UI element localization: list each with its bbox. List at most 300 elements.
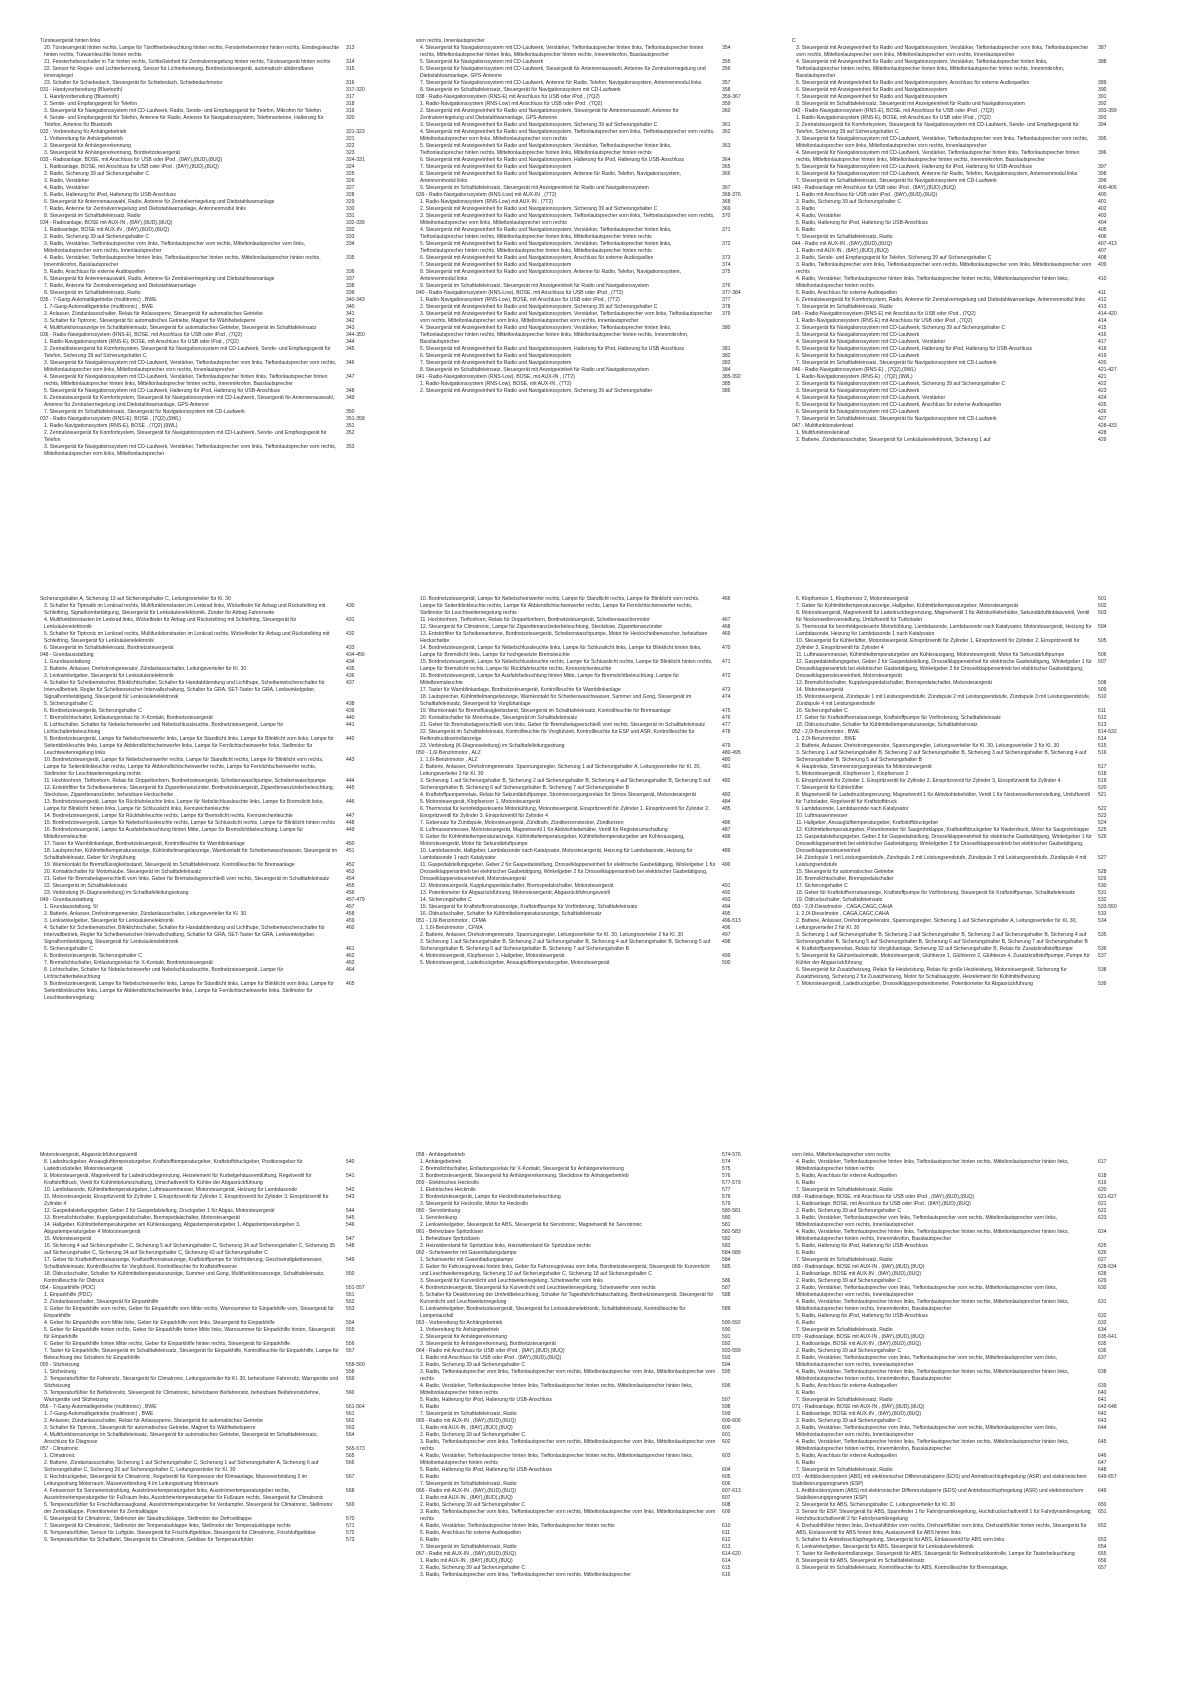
entry-page-number: 520: [1098, 785, 1107, 791]
entry-title: 4. Kraftstoffpumpenrelais, Relais für Sekundärluftpumpe, Stromversorgungsrelais für Simos-Steuergerät, Motorsteuergerät: [420, 792, 696, 798]
index-entry: [792, 778, 1162, 785]
index-entry: [416, 806, 786, 820]
entry-title: 6. Thermostat für kennfeldgesteuerte Motorkühlung, Motorsteuergerät, Einspritzventil für Zylinder 1, Einspritzventil für Zylinder 2, Einspritzventil für Zylinder 3, Einspritzventil für Zylinder 4: [420, 806, 710, 819]
entry-page-number: 540: [346, 1159, 355, 1165]
entry-page-number: 461: [346, 946, 355, 952]
entry-page-number: 419: [1098, 353, 1107, 359]
index-entry: [792, 953, 1162, 967]
entry-title: 1. Radioanlage, BOSE mit AUX-IN , (8AY),(8UD),(8UQ): [796, 1411, 922, 1417]
entry-page-number: 364: [722, 157, 731, 163]
index-entry: [792, 827, 1162, 834]
entry-page-number: 616: [722, 1572, 731, 1578]
entry-page-number: 480-495: [722, 750, 741, 756]
entry-page-number: 587: [722, 1285, 731, 1291]
entry-page-number: 442: [346, 736, 355, 742]
index-entry: [792, 262, 1162, 276]
entry-page-number: 393-399: [1098, 108, 1117, 114]
entry-title: 8. Lichtschalter, Schalter für Nebelscheinwerfer und Nebelschlussleuchte, Bordnetzsteuergerät, Lampe für Lichtschalterbeleuchtung: [44, 967, 284, 980]
index-entry: [40, 276, 410, 283]
entry-title: Sicherungshalter A, Sicherung 13 auf Sicherungshalter C, Leitungsverteiler für Kl. 30: [40, 596, 231, 602]
index-entry: [40, 241, 410, 255]
index-entry: [792, 946, 1162, 953]
index-entry: [416, 596, 786, 617]
entry-page-number: 607: [722, 1495, 731, 1501]
entry-title: 1. Grundausstattung: [44, 659, 91, 665]
entry-page-number: 489: [722, 848, 731, 854]
entry-title: 1. Vorbereitung für Anhängebetrieb: [420, 1327, 500, 1333]
entry-title: 4. Radio, Verstärker, Tieftonlautsprecher hinten links, Tieftonlautsprecher hinten rechts, Mitteltonlautsprecher hinten links, Mitteltonlautsprecher hinten rechts: [796, 276, 1069, 289]
index-entry: [416, 262, 786, 269]
entry-title: 2. Anlasser, Zündanlassschalter, Relais für Anlasssperre, Steuergerät für automatisches Getriebe: [44, 311, 263, 317]
entry-title: 4. Steuergerät mit Anzeigeeinheit für Radio und Navigationssystem, Verstärker, Tieftonlautsprecher hinten links, Tieftonlautsprecher hinten rechts, Mitteltonlautsprecher hinten links, Mitteltonlautsprecher hinten rechts, Innenmikrofon, Basslautsprecher: [420, 325, 689, 345]
entry-page-number: 460: [346, 925, 355, 931]
entry-title: 3. Radio, Verstärker, Tieftonlautsprecher vorn links, Tieftonlautsprecher vorn rechts, Mitteltonlautsprecher vorn links, Mitteltonlautsprecher vorn rechts, Innenlautsprecher: [796, 1285, 1058, 1298]
index-entry: [792, 1215, 1162, 1229]
entry-title: 1. Radio-Navigationssystem (RNS-Low) mit Anschluss für USB oder iPod , (7Q2): [420, 101, 603, 107]
entry-title: 6. Steuergerät für Navigationssystem mit CD-Laufwerk: [796, 353, 920, 359]
index-entry: [416, 45, 786, 59]
entry-page-number: 588: [722, 1292, 731, 1298]
entry-page-number: 475: [722, 708, 731, 714]
index-entry: [792, 192, 1162, 199]
entry-title: 067 - Radio mit AUX-IN , (8AY),(8UD),(8UQ): [416, 1551, 517, 1557]
entry-page-number: 321-323: [346, 129, 365, 135]
entry-page-number: 652: [1098, 1523, 1107, 1529]
index-entry: [40, 136, 410, 143]
entry-title: 7. Steuergerät im Schalttafeleinsatz, Radio: [796, 1257, 893, 1263]
index-entry: [416, 206, 786, 213]
index-entry: [416, 1201, 786, 1208]
index-entry: [416, 108, 786, 122]
entry-page-number: 629: [1098, 1278, 1107, 1284]
index-entry: [40, 157, 410, 164]
entry-title: 4. Fotosensor für Sonneneinstrahlung, Ausströmertemperaturgeber links, Ausströmertemperaturgeber rechts, Ausströmertemperaturgeber für Fußraum links, Ausströmertemperaturgeber für Fußraum rechts, Steuergerät für Climatronic: [44, 1488, 324, 1501]
entry-title: 4. Sende- und Empfangsgerät für Telefon, Antenne für Radio, Antenne für Navigationssystem, Telefonantenne, Halterung für Telefon, Antenne für Bluetooth: [44, 115, 324, 128]
index-column: [416, 38, 786, 458]
entry-title: 046 - Radio-Navigationssystem (RNS-E) , (7Q2),(9WL): [792, 367, 916, 373]
index-entry: [40, 1236, 410, 1243]
index-entry: [40, 876, 410, 883]
index-entry: [40, 1369, 410, 1376]
entry-title: 2. Radio, Sicherung 39 auf Sicherungshalter C: [796, 199, 902, 205]
entry-page-number: 533-550: [1098, 904, 1117, 910]
entry-title: 1. Radio-Navigationssystem (RNS-E), BOSE, mit Anschluss für USB oder iPod , (7Q2): [796, 115, 991, 121]
index-entry: [416, 241, 786, 255]
entry-page-number: 358: [722, 87, 731, 93]
entry-page-number: 565: [346, 1453, 355, 1459]
entry-title: 6. Steuergerät für Zusatzheizung, Relais für Heizleistung, Relais für große Heizleistung, Motorsteuergerät, Sicherung für Zusatzheizung, Sicherung 2 für Zusatzheizung, Motor für Schaltsaugrohr, Heizelement für Kühlmittelheizung: [796, 967, 1067, 980]
entry-title: 9. Bordnetzsteuergerät, Lampe für Nebelscheinwerfer links, Lampe für Standlicht links, Lampe für Blinklicht vorn links, Lampe für Seitenblinkleuchte links, Lampe für Abblendlichtscheinwerfer links, Lampe für Fernlichtscheinwerfer links, Stellmotor für Leuchtweitenregelung links: [44, 736, 334, 756]
entry-page-number: 383: [722, 360, 731, 366]
index-entry: [416, 1159, 786, 1166]
entry-page-number: 625: [1098, 1243, 1107, 1249]
entry-page-number: 499: [722, 953, 731, 959]
index-entry: [416, 1292, 786, 1306]
entry-title: 4. Multifunktionsanzeige im Schalttafeleinsatz, Steuergerät für automatisches Getriebe, Steuergerät im Schalttafeleinsatz: [44, 325, 317, 331]
entry-page-number: 481: [722, 764, 731, 770]
entry-page-number: 438: [346, 701, 355, 707]
entry-page-number: 362: [722, 129, 731, 135]
entry-title: 5. Steuergerät für Glühzeitautomatik, Motorsteuergerät, Glühkerze 1, Glühkerze 2, Glühkerze 4, Zusatzkraftstoffpumpe, Pumpe für Kühler der Abgasrückführung: [796, 953, 1090, 966]
entry-title: 032 - Vorbereitung für Anhängebetrieb: [40, 129, 127, 135]
entry-title: 13. Gaspedalstellungsgeber, Geber 2 für Gaspedalstellung, Drosselklappeneinheit für elektrische Gasbetätigung, Winkelgeber 1 für Drosselklappenantrieb bei elektrischer Gasbetätigung, Winkelgeber 2 für Drosselklappenantrieb bei elektrischer Gasbetätigung, Drosselklappensteuereinheit: [796, 834, 1092, 854]
entry-page-number: 463: [346, 960, 355, 966]
entry-title: 5. Geber für Einparkhilfe hinten rechts, Geber für Einparkhilfe hinten Mitte links, Warnsummer für Einparkhilfe hinten, Steuergerät für Einparkhilfe: [44, 1327, 335, 1340]
entry-title: 15. Steuergerät für automatisches Getriebe: [796, 869, 894, 875]
index-entry: [40, 234, 410, 241]
entry-page-number: 649-657: [1098, 1474, 1117, 1480]
index-entry: [416, 1397, 786, 1404]
entry-title: 5. Radio, Halterung für iPod, Halterung für USB-Anschluss: [420, 1467, 552, 1473]
entry-title: 1. Radio-Navigationssystem (RNS-Low), BOSE, mit AUX-IN , (7T2): [420, 381, 572, 387]
entry-title: 048 - Grundausstattung: [40, 652, 94, 658]
entry-title: 11. Motorsteuergerät, Einspritzventil für Zylinder 1, Einspritzventil für Zylinder 2, Einspritzventil für Zylinder 3, Einspritzventil für Zylinder 4: [44, 1194, 329, 1207]
entry-page-number: 564: [346, 1432, 355, 1438]
entry-title: 10. Luftmassenmesser: [796, 813, 848, 819]
index-entry: [416, 820, 786, 827]
entry-page-number: 434-456: [346, 652, 365, 658]
index-entry: [792, 1180, 1162, 1187]
entry-title: 049 - Grundausstattung: [40, 897, 94, 903]
entry-title: 7. Steuergerät im Schalttafeleinsatz, Radio: [796, 304, 893, 310]
entry-page-number: 493: [722, 897, 731, 903]
index-entry: [792, 1348, 1162, 1355]
entry-title: 17. Geber für Kraftstoffvorratsanzeige, Kraftstoffvorratsanzeige, Kraftstoffpumpe für Vorförderung, Geschwindigkeitsmesser, Schalttafeleinsatz, Kontrollleuchte für Vorglühzeit, Kontrollleuchte für Kraftstoffreserve: [44, 1257, 323, 1270]
entry-page-number: 549: [346, 1257, 355, 1263]
index-entry: [416, 862, 786, 883]
entry-title: 051 - 1,6l-Benzinmotor , CFMA: [416, 918, 487, 924]
entry-page-number: 581: [722, 1222, 731, 1228]
entry-title: 1. 7-Gang-Automatikgetriebe (multitronic) , BWE: [44, 304, 154, 310]
entry-title: 4. Radio, Verstärker, Tieftonlautsprecher hinten links, Tieftonlautsprecher hinten rechts, Mitteltonlautsprecher hinten links, Mitteltonlautsprecher hinten rechts, Innenmikrofon, Basslautsprecher: [796, 1299, 1069, 1312]
entry-title: 4. Steuergerät mit Anzeigeeinheit für Radio und Navigationssystem, Verstärker, Tieftonlautsprecher hinten links, Tieftonlautsprecher hinten rechts, Mitteltonlautsprecher hinten links, Mitteltonlautsprecher hinten rechts: [420, 227, 672, 240]
entry-page-number: 340: [346, 304, 355, 310]
index-entry: [40, 199, 410, 206]
entry-page-number: 410: [1098, 276, 1107, 282]
entry-title: 5. Sicherungshalter C: [44, 946, 93, 952]
index-entry: [792, 1229, 1162, 1243]
entry-title: 7. Steuergerät für Climatronic, Stellmotor der Temperaturklappe links, Stellmotor der Temperaturklappe rechts: [44, 1523, 291, 1529]
entry-title: 1. 7-Gang-Automatikgetriebe (multitronic) , BWE: [44, 1411, 154, 1417]
index-entry: [416, 143, 786, 157]
entry-page-number: 380: [722, 325, 731, 331]
entry-page-number: 430: [346, 603, 355, 609]
entry-title: 2. Batterie, Anlasser, Drehstromgenerator, Spannungsregler, Leitungsverteiler für Kl. 30, Leitungsverteiler 2 für Kl. 30: [796, 743, 1060, 749]
entry-page-number: 550: [346, 1271, 355, 1277]
entry-page-number: 482: [722, 778, 731, 784]
entry-page-number: 368: [722, 199, 731, 205]
entry-page-number: 612: [722, 1537, 731, 1543]
index-entry: [40, 1425, 410, 1432]
entry-page-number: 436: [346, 673, 355, 679]
entry-page-number: 501: [1098, 596, 1107, 602]
index-entry: [416, 1467, 786, 1474]
entry-title: 7. Steuergerät im Schalttafeleinsatz, Steuergerät für Navigationssystem mit CD-Laufwerk: [44, 409, 245, 415]
index-entry: [40, 1341, 410, 1348]
entry-title: 3. Radio, Verstärker, Tieftonlautsprecher vorn links, Tieftonlautsprecher vorn rechts, Mitteltonlautsprecher vorn links, Mitteltonlautsprecher vorn rechts, Innenlautsprecher: [796, 1425, 1058, 1438]
index-entry: [416, 367, 786, 374]
index-entry: [416, 164, 786, 171]
entry-page-number: 565-573: [346, 1446, 365, 1452]
entry-page-number: 589: [722, 1306, 731, 1312]
index-entry: [40, 1327, 410, 1341]
entry-title: 6. Steuergerät für Antennenauswahl, Radio, Antenne für Zentralverriegelung und Diebstahlwarnanlage: [44, 199, 275, 205]
entry-page-number: 536: [1098, 946, 1107, 952]
entry-page-number: 586: [722, 1278, 731, 1284]
index-entry: [416, 792, 786, 799]
index-entry: [792, 1187, 1162, 1194]
entry-page-number: 651: [1098, 1509, 1107, 1515]
entry-title: 8. Ladedruckgeber, Ansauglufttemperaturgeber, Kraftstofftemperaturgeber, Kraftstoffdruckgeber, Positionsgeber für Ladedrucksteller, Motorsteuergerät: [44, 1159, 303, 1172]
index-entry: [792, 897, 1162, 904]
index-entry: [416, 757, 786, 764]
index-entry: [40, 1446, 410, 1453]
entry-title: 5. Radio, Anschluss für externe Audioquellen: [796, 1453, 898, 1459]
entry-page-number: 626: [1098, 1250, 1107, 1256]
entry-title: 2. Radio, Sicherung 39 auf Sicherungshalter C: [420, 1502, 526, 1508]
entry-page-number: 579: [722, 1201, 731, 1207]
entry-title: 11. Hochtonhorn, Tieftonhorn, Relais für Doppeltonhorn, Bordnetzsteuergerät, Scheibenwaschpumpe, Scheibenwaschpumpe: [44, 778, 326, 784]
entry-page-number: 593: [722, 1355, 731, 1361]
entry-page-number: 321: [346, 136, 355, 142]
entry-title: 1. Antiblockiersystem (ABS) mit elektronischer Differenzialsperre (EDS) und Antriebsschlupfregelung (ASR) und elektronischem Stabilisierungsprogramm (ESP): [796, 1488, 1084, 1501]
index-entry: [40, 1292, 410, 1299]
index-entry: [40, 283, 410, 290]
index-entry: [40, 38, 410, 45]
entry-page-number: 632: [1098, 1313, 1107, 1319]
entry-page-number: 500: [722, 960, 731, 966]
index-entry: [416, 673, 786, 687]
entry-page-number: 397: [1098, 164, 1107, 170]
entry-title: 15. Motorsteuergerät, Zündspule 1 mit Leistungsendstufe, Zündspule 2 mit Leistungsendstufe, Zündspule 3 mit Leistungsendstufe, Zündspule 4 mit Leistungsendstufe: [796, 694, 1091, 707]
entry-page-number: 608: [722, 1502, 731, 1508]
entry-page-number: 490: [722, 862, 731, 868]
index-entry: [792, 346, 1162, 353]
entry-page-number: 424: [1098, 395, 1107, 401]
entry-title: 5. Radio, Halterung für iPod, Halterung für USB-Anschluss: [796, 1243, 928, 1249]
entry-page-number: 429: [1098, 437, 1107, 443]
entry-page-number: 388: [1098, 59, 1107, 65]
entry-page-number: 488: [722, 834, 731, 840]
index-band: [40, 1152, 1155, 1579]
index-entry: [792, 1271, 1162, 1278]
index-entry: [40, 94, 410, 101]
entry-title: 4. Bordnetzsteuergerät, Steuergerät für Kurvenlicht und Leuchtweitenregelung, Scheinwerfer vorn rechts: [420, 1285, 656, 1291]
entry-title: 6. Radio: [420, 1537, 439, 1543]
entry-page-number: 365: [722, 164, 731, 170]
index-entry: [416, 1488, 786, 1495]
index-entry: [40, 778, 410, 785]
entry-page-number: 516: [1098, 750, 1107, 756]
index-entry: [416, 1572, 786, 1579]
index-entry: [416, 1166, 786, 1173]
entry-title: 069 - Radioanlage, BOSE mit AUX-IN , (8AY),(8UD),(8UQ): [792, 1264, 925, 1270]
entry-page-number: 386: [722, 388, 731, 394]
entry-page-number: 507: [1098, 659, 1107, 665]
index-entry: [40, 1222, 410, 1236]
entry-page-number: 316: [346, 80, 355, 86]
entry-page-number: 646: [1098, 1453, 1107, 1459]
entry-page-number: 396: [1098, 150, 1107, 156]
index-entry: [416, 1551, 786, 1558]
entry-page-number: 434: [346, 659, 355, 665]
entry-title: 4. Radio, Verstärker, Tieftonlautsprecher hinten links, Tieftonlautsprecher hinten rechts, Mitteltonlautsprecher hinten links, Mitteltonlautsprecher hinten rechts: [420, 1453, 693, 1466]
index-entry: [40, 708, 410, 715]
entry-page-number: 344-350: [346, 332, 365, 338]
entry-page-number: 509: [1098, 687, 1107, 693]
entry-title: 2. Sende- und Empfangsgerät für Telefon: [44, 101, 138, 107]
entry-page-number: 574-576: [722, 1152, 741, 1158]
index-entry: [40, 129, 410, 136]
entry-title: 10. Lambdasonde, Kühlmitteltemperaturgeber, Luftmassenmesser, Motorsteuergerät, Heizung für Lambdasonde: [44, 1187, 298, 1193]
entry-title: 057 - Climatronic: [40, 1446, 79, 1452]
entry-title: 072 - Antiblockiersystem (ABS) mit elektronischer Differenzialsperre (EDS) und Antriebsschlupfregelung (ASR) und elektronischem Stabilisierungsprogramm (ESP): [792, 1474, 1087, 1487]
index-entry: [416, 1432, 786, 1439]
entry-page-number: 606: [722, 1481, 731, 1487]
index-entry: [416, 1425, 786, 1432]
index-entry: [40, 1306, 410, 1320]
entry-page-number: 644: [1098, 1425, 1107, 1431]
index-entry: [792, 220, 1162, 227]
entry-page-number: 642: [1098, 1411, 1107, 1417]
index-entry: [792, 416, 1162, 423]
index-entry: [40, 339, 410, 346]
entry-title: 3. Lenkwinkelgeber, Steuergerät für Lenksäulenelektronik: [44, 673, 174, 679]
entry-page-number: 620: [1098, 1187, 1107, 1193]
entry-title: 3. Steuergerät mit Anzeigeeinheit für Radio und Navigationssystem, Tieftonlautsprecher vorn links, Tieftonlautsprecher vorn rechts, Mitteltonlautsprecher vorn links, Mitteltonlautsprecher vorn rechts: [420, 213, 715, 226]
entry-title: 6. Steuergerät mit Anzeigeeinheit für Radio und Navigationssystem, Anschluss für externe Audioquellen: [420, 255, 654, 261]
entry-page-number: 515: [1098, 743, 1107, 749]
index-entry: [416, 750, 786, 757]
entry-title: 3. Steuergerät für Kurvenlicht und Leuchtweitenregelung, Scheinwerfer vorn links: [420, 1278, 603, 1284]
entry-page-number: 619: [1098, 1180, 1107, 1186]
index-entry: [416, 1404, 786, 1411]
entry-title: 7. Steuergerät im Schalttafeleinsatz, Steuergerät für Navigationssystem mit CD-Laufwerk: [796, 360, 997, 366]
entry-page-number: 524: [1098, 820, 1107, 826]
index-entry: [792, 785, 1162, 792]
index-entry: [416, 360, 786, 367]
entry-page-number: 363: [722, 143, 731, 149]
index-entry: [40, 220, 410, 227]
index-entry: [792, 911, 1162, 918]
entry-title: 14. Sicherungshalter C: [420, 897, 472, 903]
entry-title: 1. Multifunktionslenkrad: [796, 430, 850, 436]
entry-title: 7. Geber für Kühlmitteltemperaturanzeige, Hallgeber, Kühlmitteltemperaturgeber, Motorsteuergerät: [796, 603, 1018, 609]
entry-title: 5. Steuergerät mit Anzeigeeinheit für Radio und Navigationssystem, Anschluss für externe Audioquellen: [796, 80, 1030, 86]
entry-page-number: 531: [1098, 890, 1107, 896]
entry-page-number: 344: [346, 339, 355, 345]
index-entry: [40, 960, 410, 967]
index-entry: [792, 1383, 1162, 1390]
index-entry: [416, 1208, 786, 1215]
index-entry: [416, 624, 786, 631]
entry-title: 4. Hauptrelais, Stromversorgungsrelais für Motorsteuergerät: [796, 764, 932, 770]
index-column: [416, 1152, 786, 1579]
index-entry: [792, 1453, 1162, 1460]
entry-page-number: 525: [1098, 827, 1107, 833]
entry-page-number: 582-583: [722, 1229, 741, 1235]
entry-title: 13. Bordnetzsteuergerät, Lampe für Rückfahrleuchte links, Lampe für Nebelschlussleuchte links, Lampe für Bremslicht links, Lampe für Blinklicht hinten links, Lampe für Schlusslicht links, Kennzeichenleuchte: [44, 799, 324, 812]
entry-page-number: 635: [1098, 1341, 1107, 1347]
index-entry: [792, 381, 1162, 388]
index-entry: [416, 213, 786, 227]
entry-page-number: 440: [346, 715, 355, 721]
index-entry: [792, 388, 1162, 395]
index-entry: [792, 80, 1162, 87]
index-entry: [416, 953, 786, 960]
entry-title: 3. Steuergerät mit Anzeigeeinheit für Radio und Navigationssystem, Verstärker, Tieftonlautsprecher vorn links, Tieftonlautsprecher vorn rechts, Mitteltonlautsprecher vorn links, Mitteltonlautsprecher vorn rechts, Innenlautsprecher: [420, 311, 713, 324]
entry-title: 3. Radio: [796, 206, 815, 212]
index-entry: [40, 66, 410, 80]
entry-page-number: 622: [1098, 1208, 1107, 1214]
entry-page-number: 544: [346, 1208, 355, 1214]
entry-title: 16. Bordnetzsteuergerät, Lampe für Ausfahrbeleuchtung hinten Mitte, Lampe für Bremslichtbeleuchtung, Lampe für Mittelbremsleuchte: [420, 673, 680, 686]
entry-title: 044 - Radio mit AUX-IN , (8AY),(8UD),(8UQ): [792, 241, 893, 247]
entry-page-number: 603: [722, 1453, 731, 1459]
entry-title: 066 - Radio mit AUX-IN , (8AY),(8UD),(8UQ): [416, 1488, 517, 1494]
index-entry: [40, 1208, 410, 1215]
entry-title: 3. Steuergerät für Navigationssystem mit CD-Laufwerk, Radio, Sende- und Empfangsgerät für Telefon, Mikrofon für Telefon: [44, 108, 321, 114]
index-entry: [40, 416, 410, 423]
entry-page-number: 517: [1098, 764, 1107, 770]
index-entry: [416, 904, 786, 911]
index-entry: [416, 1502, 786, 1509]
entry-title: 6. Steuergerät für Navigationssystem mit CD-Laufwerk: [796, 409, 920, 415]
index-entry: [792, 596, 1162, 603]
entry-page-number: 390: [1098, 87, 1107, 93]
index-entry: [792, 1537, 1162, 1544]
entry-title: 6. Radio: [796, 1460, 815, 1466]
entry-title: 15. Motorsteuergerät: [44, 1236, 92, 1242]
index-entry: [792, 1320, 1162, 1327]
index-entry: [416, 1264, 786, 1278]
entry-page-number: 498: [722, 939, 731, 945]
index-entry: [792, 855, 1162, 869]
entry-title: 1. Beheizbare Spritzdüsen: [420, 1236, 480, 1242]
entry-page-number: 638: [1098, 1369, 1107, 1375]
index-entry: [792, 743, 1162, 750]
index-entry: [792, 771, 1162, 778]
entry-title: 3. Sensor für ESP, Steuergerät für ABS, Spannfeder 1 für Fahrdynamikregelung, Hochdruckschaltventil 1 für Fahrdynamikregelung, Hochdruckschaltventil 2 für Fahrdynamikregelung: [796, 1509, 1092, 1522]
entry-title: 6. Radio: [420, 1474, 439, 1480]
entry-title: 2. Zentralsteuergerät für Komfortsystem, Steuergerät für Navigationssystem mit CD-Laufwerk, Sende- und Empfangsgerät für Telefon, Sicherung 39 auf Sicherungshalter C: [796, 122, 1079, 135]
index-entry: [416, 1285, 786, 1292]
index-entry: [792, 304, 1162, 311]
index-entry: [792, 430, 1162, 437]
entry-title: 7. Steuergerät im Schalttafeleinsatz, Radio: [796, 1187, 893, 1193]
entry-page-number: 435: [346, 666, 355, 672]
index-entry: [40, 1362, 410, 1369]
entry-title: 2. Steuergerät für ABS, Sicherungshalter C, Leitungsverteiler für Kl. 30: [796, 1502, 956, 1508]
entry-page-number: 541: [346, 1173, 355, 1179]
entry-title: 19. Warnkontakt für Bremsflüssigkeitsstand, Steuergerät im Schalttafeleinsatz, Kontrollleuchte für Bremsanlage: [420, 708, 671, 714]
entry-page-number: 519: [1098, 778, 1107, 784]
index-entry: [416, 1222, 786, 1229]
entry-page-number: 360: [722, 108, 731, 114]
entry-title: 9. Geber für Kühlmitteltemperaturanzeige, Kühlmitteltemperaturgeber, Kühlmitteltemperaturgeber am Kühlerausgang, Motorsteuergerät, Motor für Sekundärluftpumpe: [420, 834, 685, 847]
entry-page-number: 582: [722, 1236, 731, 1242]
entry-page-number: 592: [722, 1341, 731, 1347]
index-entry: [416, 297, 786, 304]
index-entry: [792, 1257, 1162, 1264]
index-entry: [416, 960, 786, 967]
entry-title: 20. Kontaktschalter für Motorhaube, Steuergerät im Schalttafeleinsatz: [420, 715, 578, 721]
index-entry: [416, 1173, 786, 1180]
entry-title: 18. Lautsprecher, Kühlmittelmangelanzeige, Warnkontakt für Scheibenwaschwasser, Summer und Gong, Steuergerät im Schalttafeleinsatz, Steuergerät für Vorglühanlage: [420, 694, 692, 707]
entry-page-number: 326: [346, 178, 355, 184]
entry-page-number: 330: [346, 206, 355, 212]
entry-page-number: 574: [722, 1159, 731, 1165]
